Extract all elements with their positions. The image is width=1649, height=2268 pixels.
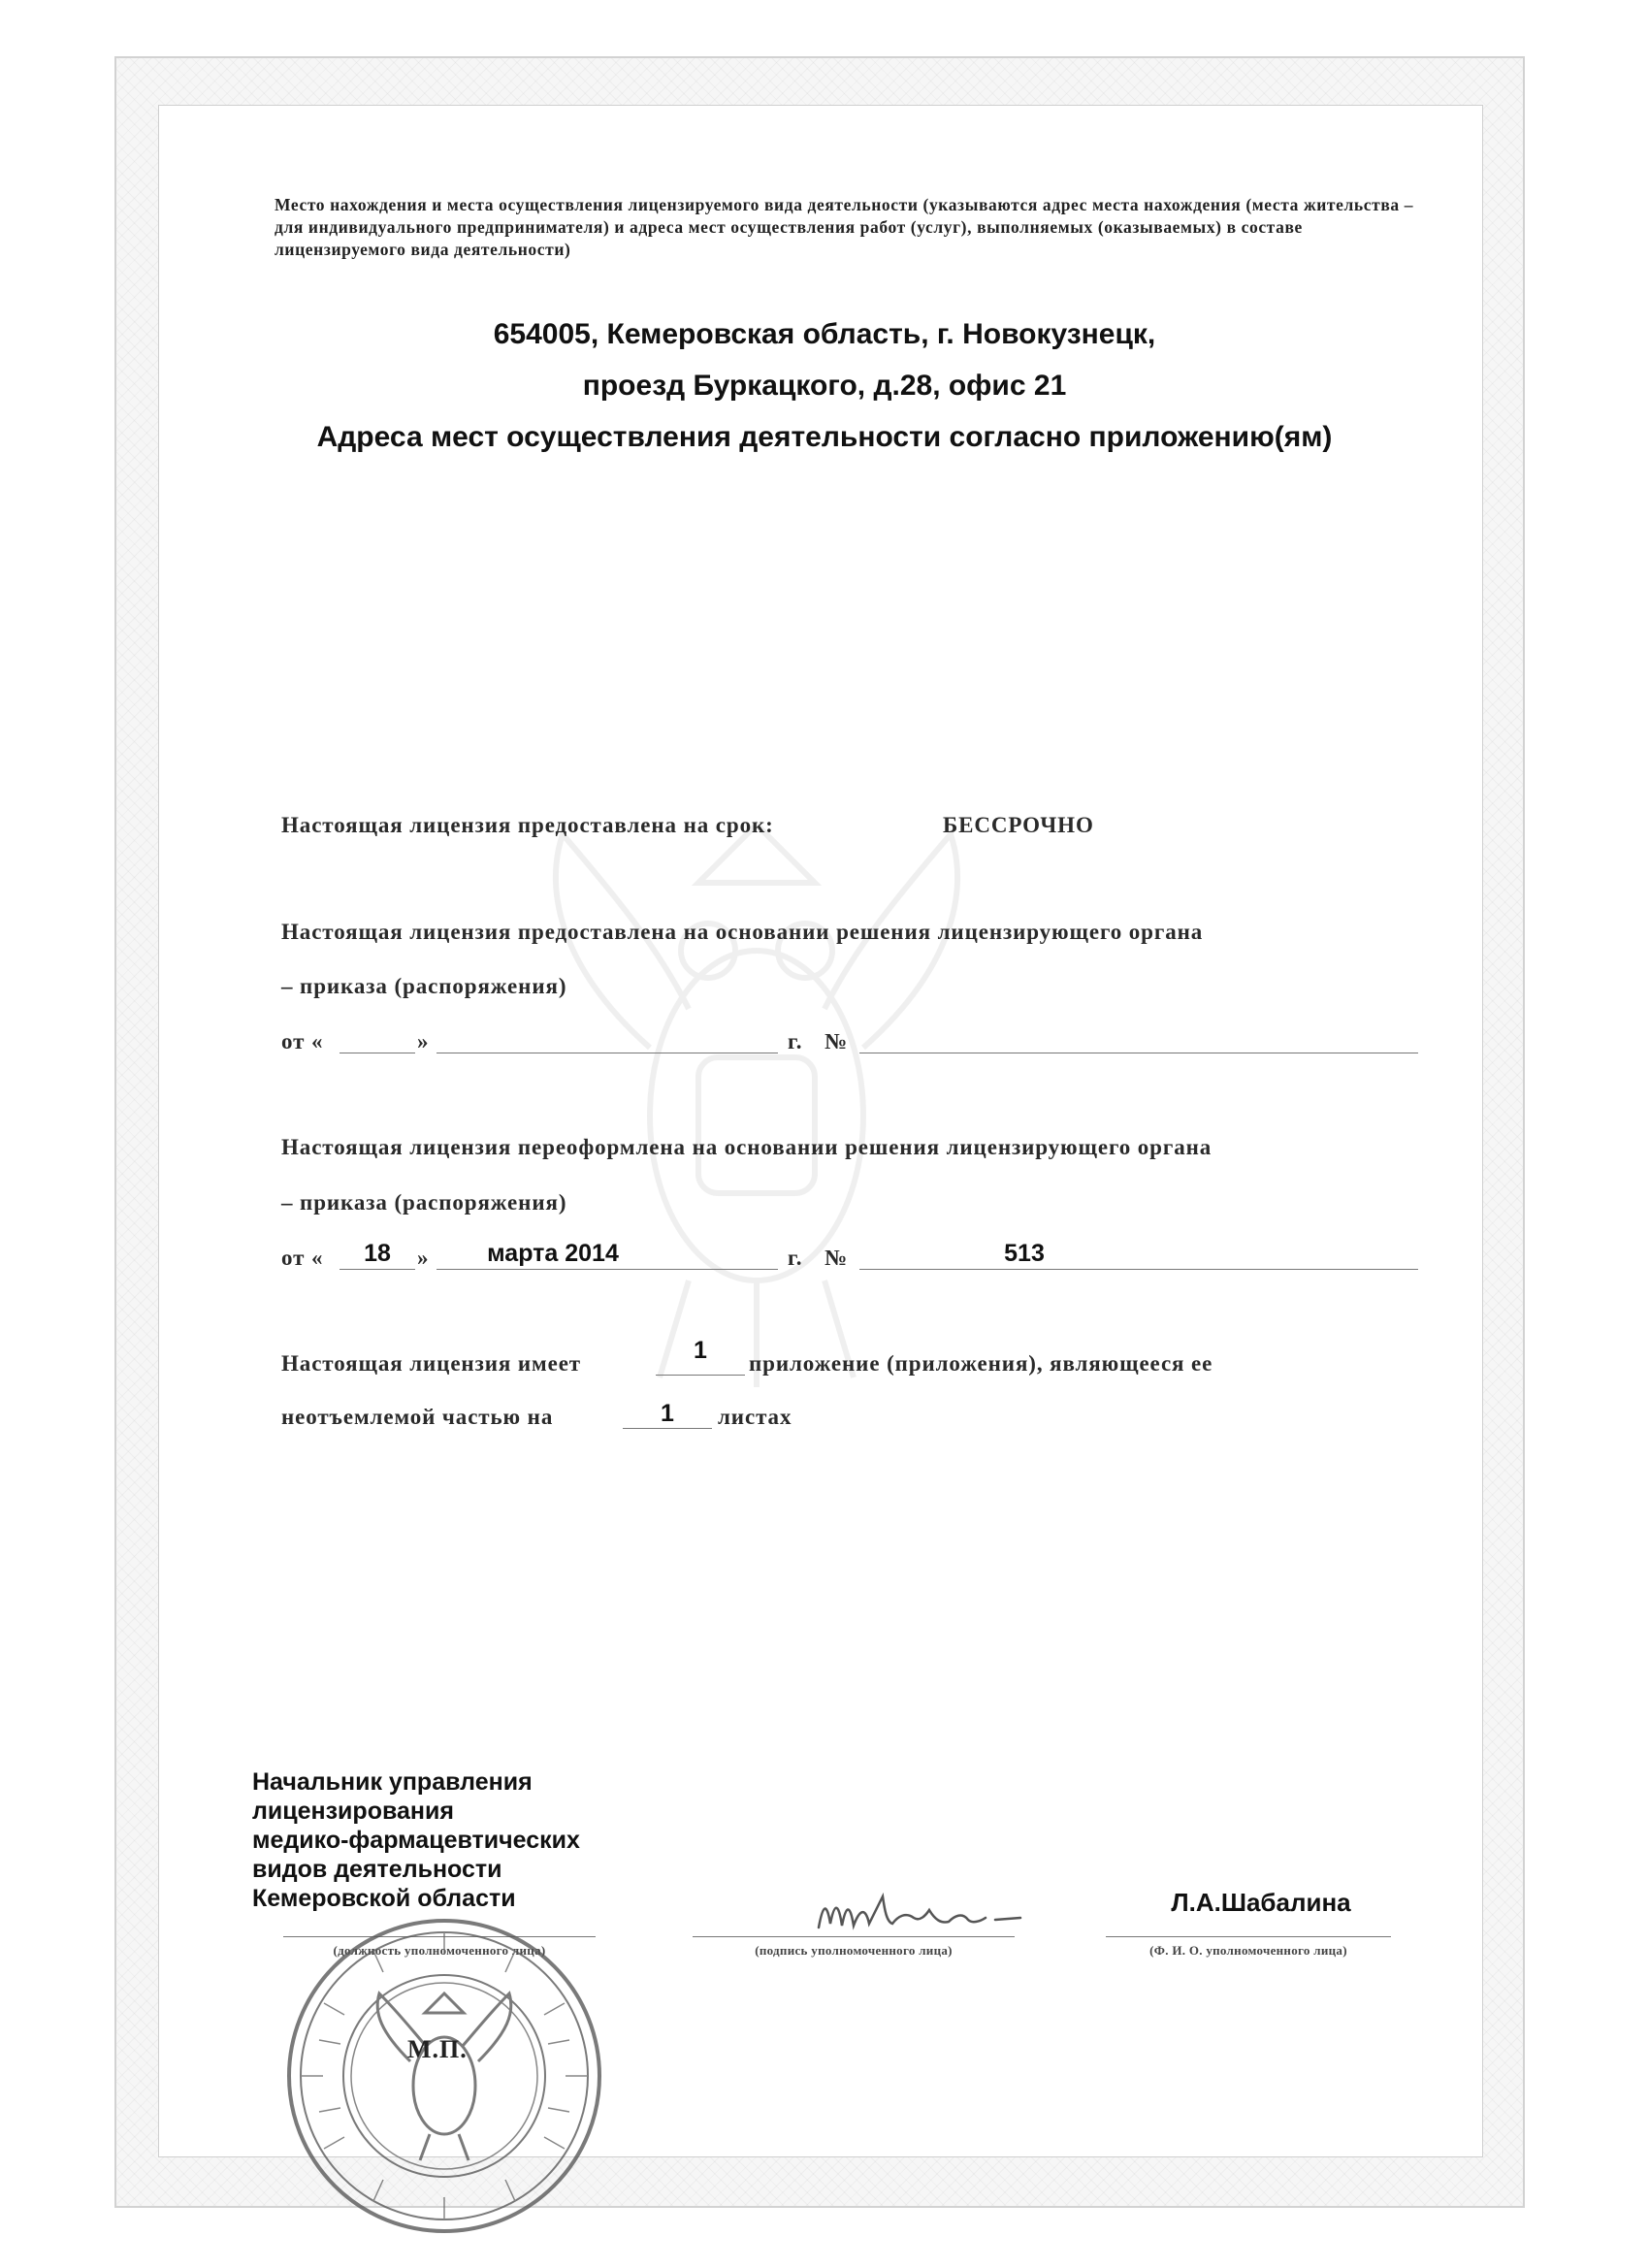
appendix-count: 1 bbox=[694, 1337, 707, 1364]
reissued-number-sign: № bbox=[824, 1246, 849, 1270]
address-line-3: Адреса мест осуществления деятельности согласно приложению(ям) bbox=[316, 421, 1333, 453]
reissued-day-line bbox=[340, 1269, 415, 1270]
handwritten-signature bbox=[805, 1877, 1038, 1945]
signatory-title-line: Начальник управления bbox=[252, 1768, 533, 1796]
reissued-month-year: марта 2014 bbox=[487, 1240, 619, 1267]
location-header-bold: Место нахождения и места осуществления лицензируемого вида деятельности bbox=[275, 195, 919, 214]
reissued-number: 513 bbox=[1004, 1240, 1045, 1267]
granted-close-quote: » bbox=[417, 1029, 430, 1053]
reissued-line-2: – приказа (распоряжения) bbox=[281, 1190, 567, 1215]
signatory-title-line: лицензирования bbox=[252, 1798, 454, 1825]
appendix-text-2: приложение (приложения), являющееся ее bbox=[749, 1351, 1213, 1376]
granted-line-1: Настоящая лицензия предоставлена на основании решения лицензирующего органа bbox=[281, 920, 1204, 944]
signatory-title-line: Кемеровской области bbox=[252, 1885, 516, 1912]
caption-signature: (подпись уполномоченного лица) bbox=[755, 1943, 953, 1958]
reissued-from: от « bbox=[281, 1246, 324, 1270]
location-header bbox=[275, 194, 1429, 261]
appendix-text-1: Настоящая лицензия имеет bbox=[281, 1351, 581, 1376]
term-value: БЕССРОЧНО bbox=[943, 813, 1094, 837]
name-line bbox=[1106, 1936, 1391, 1937]
eagle-watermark-icon bbox=[504, 795, 1009, 1397]
granted-from: от « bbox=[281, 1029, 324, 1053]
signer-name: Л.А.Шабалина bbox=[1171, 1888, 1351, 1917]
appendix-sheets: 1 bbox=[661, 1400, 674, 1427]
granted-year-suffix: г. bbox=[788, 1029, 803, 1053]
appendix-sheets-line bbox=[623, 1428, 712, 1429]
reissued-day: 18 bbox=[364, 1240, 391, 1267]
signatory-title bbox=[252, 1767, 580, 1913]
reissued-year-suffix: г. bbox=[788, 1246, 803, 1270]
address-line-1: 654005, Кемеровская область, г. Новокузнецк, bbox=[493, 318, 1156, 350]
reissued-line-1: Настоящая лицензия переоформлена на основании решения лицензирующего органа bbox=[281, 1135, 1212, 1159]
appendix-text-4: листах bbox=[718, 1405, 792, 1429]
caption-name: (Ф. И. О. уполномоченного лица) bbox=[1149, 1943, 1347, 1958]
granted-number-sign: № bbox=[824, 1029, 849, 1053]
granted-line-2: – приказа (распоряжения) bbox=[281, 974, 567, 998]
official-seal-icon bbox=[284, 1916, 604, 2236]
reissued-month-line bbox=[436, 1269, 778, 1270]
signatory-title-line: медико-фармацевтических bbox=[252, 1827, 580, 1854]
reissued-close-quote: » bbox=[417, 1246, 430, 1270]
location-header-note: (указываются адрес места нахождения (места жительства – для индивидуального предпринимателя) и адреса мест осуществления работ (услуг), выполняемых (оказываемых) в составе лицензируемого вида деятельности) bbox=[275, 195, 1414, 259]
mp-label: М.П. bbox=[407, 2035, 468, 2063]
appendix-text-3: неотъемлемой частью на bbox=[281, 1405, 554, 1429]
appendix-count-line bbox=[656, 1375, 745, 1376]
term-label: Настоящая лицензия предоставлена на срок: bbox=[281, 813, 774, 837]
caption-position: (должность уполномоченного лица) bbox=[333, 1943, 546, 1958]
address-line-2: проезд Буркацкого, д.28, офис 21 bbox=[582, 370, 1067, 402]
signatory-title-line: видов деятельности bbox=[252, 1856, 502, 1883]
reissued-number-line bbox=[859, 1269, 1418, 1270]
